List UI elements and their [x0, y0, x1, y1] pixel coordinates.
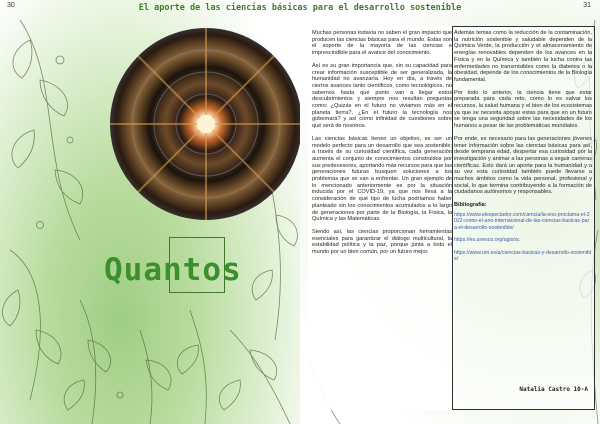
paragraph: Siendo así, las ciencias proporcionan herramientas esenciales para garantizar el diálogo multicultural, la estabilidad política y la paz, porque junta a todo el mundo por un bien común, por un futuro mejor.: [312, 228, 452, 256]
paragraph: Así es su gran importancia que, sin su capacidad para crear información susceptible de ser generalizada, la humanidad no avanzaría. Hoy en día, a través de ciertos avances tanto científicos, como tecnológicos, no sabemos hasta qué punto van a llegar estos descubrimientos y siempre nos resultan preguntas como: ¿Quizás en el futuro no viviamos más en el planeta tierra?, ¿En el futuro la tecnología nos gobernará? y así como infinidad de cuestiones sobre qué será de nosotros.: [312, 62, 452, 130]
section-title: Quantos: [104, 252, 242, 288]
paragraph: Por todo lo anterior, la ciencia tiene que estar preparada para cada reto, como lo es salvar los recursos, la salud humana y el bien de los ecosistemas ya que se necesita apoyar estas para que en un futuro se tenga una seguridad sobre las necesidades de los humanos a pesar de las problemáticas mundiales.: [454, 89, 592, 130]
article-column-left: [312, 30, 452, 262]
page-number-right: 31: [583, 2, 591, 9]
author-credit: Natalia Castro 10-A: [519, 386, 588, 393]
particle-detector-photo: [110, 28, 300, 220]
article-column-right: [454, 30, 592, 268]
bibliography-link[interactable]: https://es.unesco.org/ugis/sc: [454, 237, 520, 244]
detector-image-icon: [110, 28, 300, 220]
paragraph: Por ende, es necesario para las generaciones jóvenes tener información sobre las ciencias básicas para así, desde temprana edad, despertar esa curiosidad por la investigación y animar a las personas a seguir carreras científicas. Esto dará un aporte para la humanidad y a su vez esta curiosidad también puede llevarse a muchos ámbitos como la vida personal, profesional y social, lo que termina contribuyendo a la formación de ciudadanos autónomos y responsables.: [454, 135, 592, 196]
bibliography-title: Bibliografía:: [454, 202, 487, 209]
bibliography-link[interactable]: https://www.elespectador.com/ciencia/la-onu-proclama-el-2022-como-el-ano-internacional-de-las-ciencias-basicas-para-el-desarrollo-sostenible/: [454, 211, 590, 231]
paragraph: Además temas como la reducción de la contaminación, la nutrición sostenible y saludable dependen de la Química Verde, la producción y el almacenamiento de energías renovables dependen de los avances en la Física y en la Química y también la lucha contra las enfermedades no transmisibles como la diabetes o la obesidad, depende de los conocimientos de la Biología fundamental.: [454, 30, 592, 83]
paragraph: Muchas personas todavía no saben el gran impacto que producen las ciencias básicas para el mundo. Estas son el soporte de la mayoría de las ciencias e imprescindible para el avance del conocimiento.: [312, 30, 452, 57]
paragraph: Las ciencias básicas tienen un objetivo, es ser un modelo perfecto para un desarrollo que sea sostenible; a través de su curiosidad científica, cada generación aumenta el conjunto de conocimientos construidos por sus predecesores, aportando más recursos para que las generaciones futuras busquen soluciones a los problemas que se van a enfrentar. Un gran ejemplo de lo mencionado anteriormente es por la situación inducida por el COVID-19, ya que nos lleva a la consideración de qué tipo de lucha podríamos haber planteado sin los conocimientos acumulados a lo largo de generaciones por parte de la Biología, la Física, la Química y las Matemáticas.: [312, 135, 452, 223]
page-header-title: El aporte de las ciencias básicas para el desarrollo sostenible: [138, 3, 462, 13]
page-number-left: 30: [7, 2, 15, 9]
bibliography-link[interactable]: https://www.um.es/a/ciencias-basicas-y-desarrollo-sostenible/: [454, 249, 591, 262]
